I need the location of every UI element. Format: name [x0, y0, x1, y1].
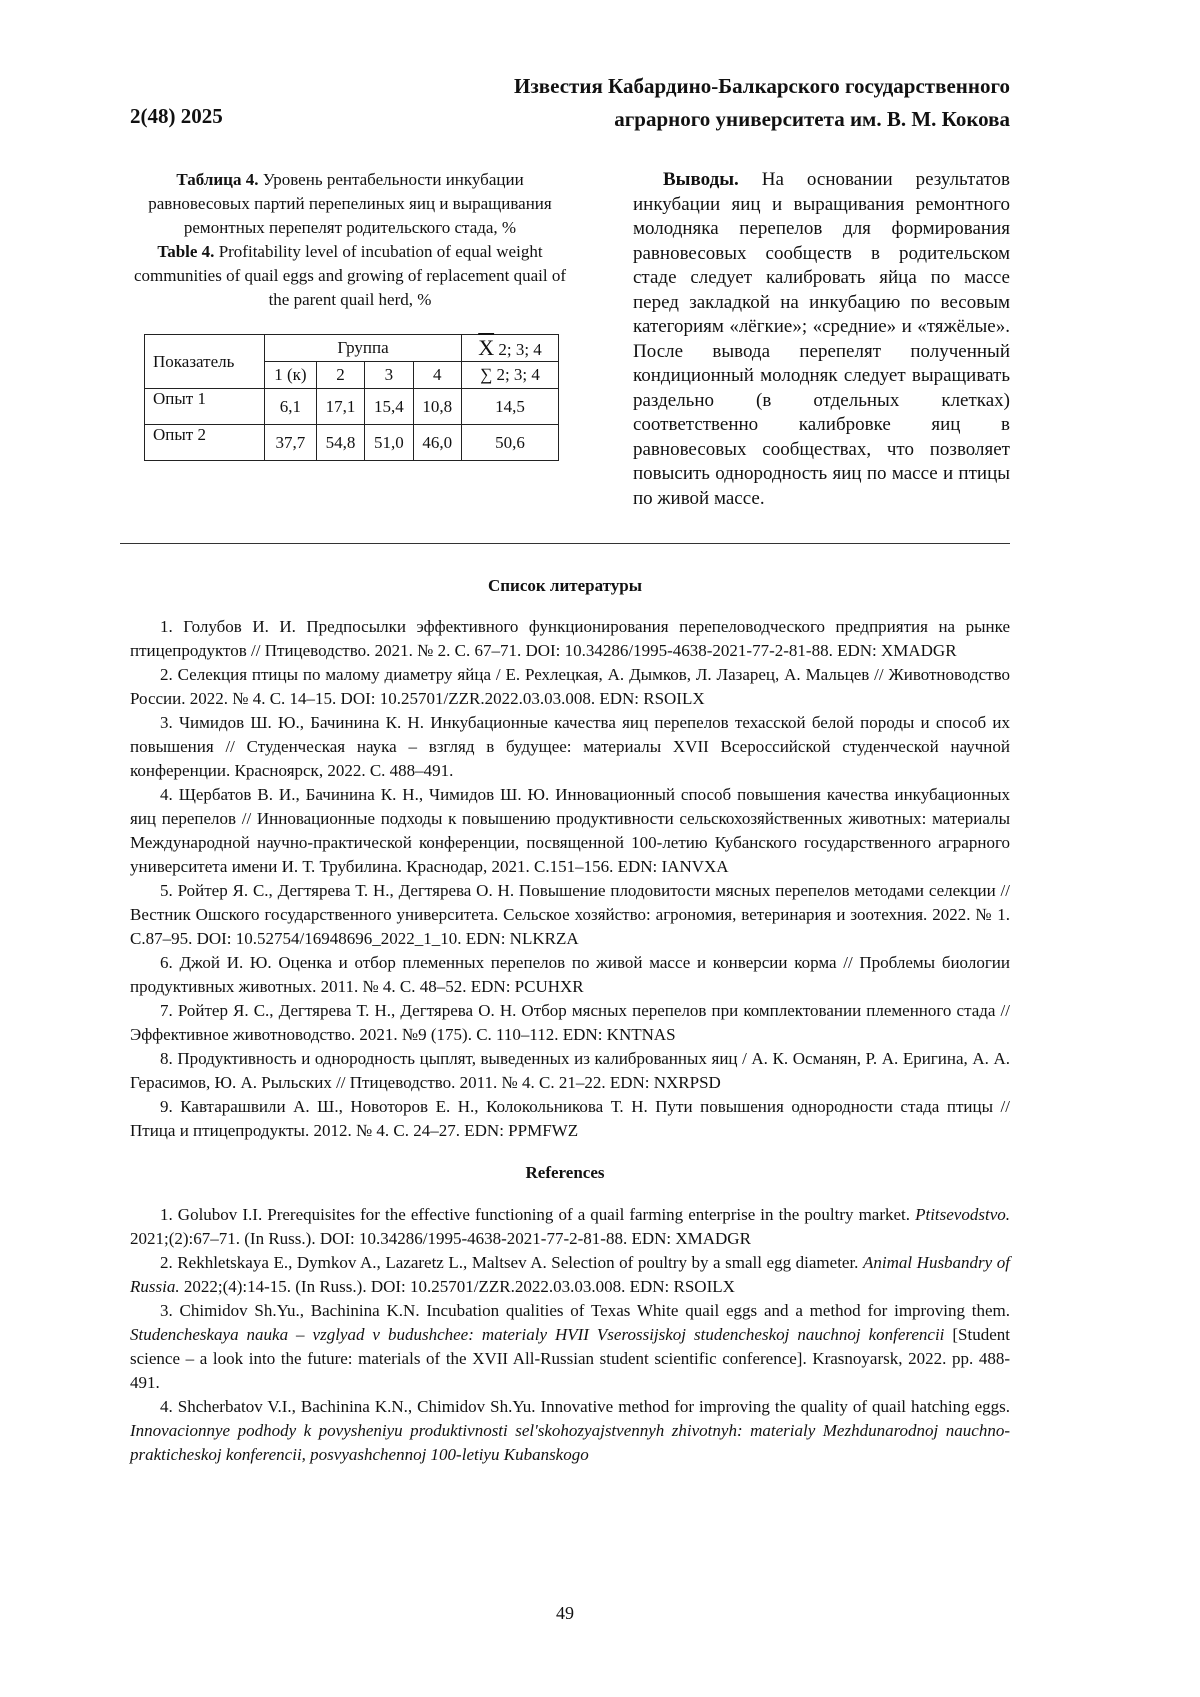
page-number: 49 [0, 1603, 1130, 1624]
table-caption-en [130, 240, 570, 312]
reference-item: 5. Ройтер Я. С., Дегтярева Т. Н., Дегтярева О. Н. Повышение плодовитости мясных перепелов методами селекции // Вестник Ошского государственного университета. Сельское хозяйство: агрономия, ветеринария и зоотехния. 2022. № 1. С.87–95. DOI: 10.52754/16948696_2022_1_10. EDN: NLKRZA [130, 879, 1010, 951]
reference-item [130, 1395, 1010, 1467]
ref-source: Studencheskaya nauka – vzglyad v budushchee: materialy HVII Vserossijskoj studencheskoj nauchnoj konferencii [130, 1325, 944, 1344]
journal-title-line1: Известия Кабардино-Балкарского государственного [390, 70, 1010, 103]
reference-item [130, 1299, 1010, 1395]
reference-item [130, 1203, 1010, 1251]
cell: 46,0 [413, 425, 461, 461]
header-group-3: 3 [365, 362, 413, 389]
issue-number: 2(48) 2025 [130, 104, 223, 129]
cell-total: 50,6 [462, 425, 559, 461]
cell: 10,8 [413, 389, 461, 425]
ref-text: 1. Golubov I.I. Prerequisites for the effective functioning of a quail farming enterprise in the poultry market. [160, 1205, 915, 1224]
caption-text: Уровень рентабельности инкубации равновесовых партий перепелиных яиц и выращивания ремонтных перепелят родительского стада, % [148, 170, 551, 237]
reference-item: 9. Кавтарашвили А. Ш., Новоторов Е. Н., Колокольникова Т. Н. Пути повышения однородности стада птицы // Птица и птицепродукты. 2012. № 4. С. 24–27. EDN: PPMFWZ [130, 1095, 1010, 1143]
ref-text: 3. Chimidov Sh.Yu., Bachinina K.N. Incubation qualities of Texas White quail eggs and a method for improving them. [160, 1301, 1010, 1320]
caption-label: Таблица 4. [176, 170, 258, 189]
reference-item: 2. Селекция птицы по малому диаметру яйца / Е. Рехлецкая, А. Дымков, Л. Лазарец, А. Мальцев // Животноводство России. 2022. № 4. С. 14–15. DOI: 10.25701/ZZR.2022.03.03.008. EDN: RSOILX [130, 663, 1010, 711]
table-row [145, 389, 559, 425]
reference-item: 7. Ройтер Я. С., Дегтярева Т. Н., Дегтярева О. Н. Отбор мясных перепелов при комплектовании племенного стада // Эффективное животноводство. 2021. №9 (175). С. 110–112. EDN: KNTNAS [130, 999, 1010, 1047]
caption-text: Profitability level of incubation of equal weight communities of quail eggs and growing of replacement quail of the parent quail herd, % [134, 242, 566, 309]
row-label: Опыт 2 [145, 425, 265, 461]
ru-references-list [130, 615, 1010, 1143]
table-4-block [130, 168, 570, 461]
ref-text: 2022;(4):14-15. (In Russ.). DOI: 10.25701/ZZR.2022.03.03.008. EDN: RSOILX [180, 1277, 735, 1296]
profitability-table [144, 334, 559, 461]
ref-text: [Student science – a look into the future: materials of the XVII All-Russian student scientific conference]. Krasnoyarsk, 2022. pp. 488-491. [130, 1325, 1010, 1392]
cell: 51,0 [365, 425, 413, 461]
table-row [145, 425, 559, 461]
divider [120, 543, 1010, 544]
header-indicator: Показатель [145, 335, 265, 389]
reference-item: 6. Джой И. Ю. Оценка и отбор племенных перепелов по живой массе и конверсии корма // Проблемы биологии продуктивных животных. 2011. № 4. С. 48–52. EDN: PCUHXR [130, 951, 1010, 999]
header-mean [462, 335, 559, 362]
ru-references-title: Список литературы [0, 576, 1130, 596]
ref-text: 2021;(2):67–71. (In Russ.). DOI: 10.34286/1995-4638-2021-77-2-81-88. EDN: XMADGR [130, 1229, 751, 1248]
ref-source: Animal Husbandry of Russia. [130, 1253, 1010, 1296]
en-references-list [130, 1203, 1010, 1467]
cell: 15,4 [365, 389, 413, 425]
header-group-1: 1 (к) [265, 362, 317, 389]
conclusions-text: На основании результатов инкубации яиц и выращивания ремонтного молодняка перепелов для формирования равновесовых сообществ в родительском стаде следует калибровать яйца по массе перед закладкой на инкубацию по весовым категориям «лёгкие»; «средние» и «тяжёлые». После вывода перепелят полученный кондиционный молодняк следует выращивать раздельно (в отдельных клетках) соответственно калибровке яиц в равновесовых сообществах, что позволяет повысить однородность яиц по массе и птицы по живой массе. [633, 169, 1010, 509]
reference-item: 8. Продуктивность и однородность цыплят, выведенных из калиброванных яиц / А. К. Османян, Р. А. Еригина, А. А. Герасимов, Ю. А. Рыльских // Птицеводство. 2011. № 4. С. 21–22. EDN: NXRPSD [130, 1047, 1010, 1095]
mean-symbol: X [478, 335, 494, 360]
journal-title [390, 70, 1010, 136]
cell: 37,7 [265, 425, 317, 461]
header-sum: ∑ 2; 3; 4 [462, 362, 559, 389]
reference-item: 1. Голубов И. И. Предпосылки эффективного функционирования перепеловодческого предприятия на рынке птицепродуктов // Птицеводство. 2021. № 2. С. 67–71. DOI: 10.34286/1995-4638-2021-77-2-81-88. EDN: XMADGR [130, 615, 1010, 663]
cell: 54,8 [316, 425, 364, 461]
header-group-2: 2 [316, 362, 364, 389]
en-references-title: References [0, 1163, 1130, 1183]
ref-source: Ptitsevodstvo. [915, 1205, 1010, 1224]
header-group-4: 4 [413, 362, 461, 389]
mean-subscript: 2; 3; 4 [498, 340, 541, 359]
conclusions [633, 168, 1010, 511]
ref-source: Innovacionnye podhody k povysheniyu produktivnosti sel'skohozyajstvennyh zhivotnyh: materialy Mezhdunarodnoj nauchno-prakticheskoj konferencii, posvyashchennoj 100-letiyu Kubanskogo [130, 1421, 1010, 1464]
reference-item: 3. Чимидов Ш. Ю., Бачинина К. Н. Инкубационные качества яиц перепелов техасской белой породы и способ их повышения // Студенческая наука – взгляд в будущее: материалы XVII Всероссийской студенческой научной конференции. Красноярск, 2022. С. 488–491. [130, 711, 1010, 783]
cell: 17,1 [316, 389, 364, 425]
document-page [0, 0, 1200, 1697]
cell: 6,1 [265, 389, 317, 425]
ref-text: 4. Shcherbatov V.I., Bachinina K.N., Chimidov Sh.Yu. Innovative method for improving the quality of quail hatching eggs. [160, 1397, 1010, 1416]
ref-text: 2. Rekhletskaya E., Dymkov A., Lazaretz L., Maltsev A. Selection of poultry by a small egg diameter. [160, 1253, 863, 1272]
table-caption-ru [130, 168, 570, 240]
header-group: Группа [265, 335, 462, 362]
caption-label: Table 4. [157, 242, 214, 261]
conclusions-label: Выводы. [663, 169, 739, 190]
row-label: Опыт 1 [145, 389, 265, 425]
journal-title-line2: аграрного университета им. В. М. Кокова [390, 103, 1010, 136]
reference-item: 4. Щербатов В. И., Бачинина К. Н., Чимидов Ш. Ю. Инновационный способ повышения качества инкубационных яиц перепелов // Инновационные подходы к повышению продуктивности сельскохозяйственных животных: материалы Международной научно-практической конференции, посвященной 100-летию Кубанского государственного аграрного университета имени И. Т. Трубилина. Краснодар, 2021. С.151–156. EDN: IANVXA [130, 783, 1010, 879]
reference-item [130, 1251, 1010, 1299]
cell-total: 14,5 [462, 389, 559, 425]
